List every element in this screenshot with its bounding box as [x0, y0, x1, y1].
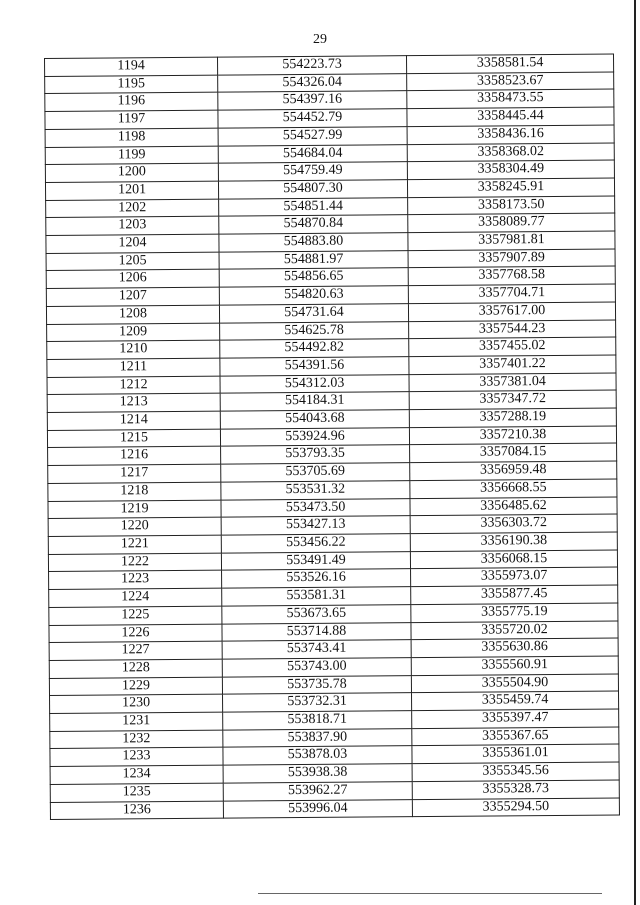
x-coordinate-cell: 553456.22 — [221, 534, 410, 553]
y-coordinate-cell: 3357768.58 — [408, 266, 615, 285]
y-coordinate-cell: 3358089.77 — [408, 213, 615, 232]
point-number-cell: 1236 — [50, 801, 223, 820]
point-number-cell: 1209 — [47, 323, 220, 342]
y-coordinate-cell: 3358173.50 — [408, 196, 615, 215]
y-coordinate-cell: 3358304.49 — [407, 160, 614, 179]
y-coordinate-cell: 3357401.22 — [409, 355, 616, 374]
y-coordinate-cell: 3356668.55 — [410, 479, 617, 498]
y-coordinate-cell: 3358473.55 — [407, 89, 614, 108]
point-number-cell: 1205 — [46, 252, 219, 271]
x-coordinate-cell: 553743.00 — [222, 658, 411, 677]
point-number-cell: 1223 — [49, 571, 222, 590]
y-coordinate-cell: 3357210.38 — [409, 426, 616, 445]
x-coordinate-cell: 554881.97 — [219, 250, 408, 269]
x-coordinate-cell: 553996.04 — [223, 799, 412, 818]
point-number-cell: 1221 — [48, 535, 221, 554]
y-coordinate-cell: 3355877.45 — [411, 585, 618, 604]
point-number-cell: 1201 — [45, 181, 218, 200]
y-coordinate-cell: 3357381.04 — [409, 373, 616, 392]
y-coordinate-cell: 3356485.62 — [410, 497, 617, 516]
x-coordinate-cell: 554391.56 — [220, 357, 409, 376]
point-number-cell: 1212 — [47, 376, 220, 395]
x-coordinate-cell: 553526.16 — [222, 569, 411, 588]
y-coordinate-cell: 3355328.73 — [412, 780, 619, 799]
y-coordinate-cell: 3355630.86 — [411, 638, 618, 657]
point-number-cell: 1217 — [48, 464, 221, 483]
x-coordinate-cell: 554731.64 — [219, 303, 408, 322]
point-number-cell: 1211 — [47, 358, 220, 377]
point-number-cell: 1204 — [46, 234, 219, 253]
x-coordinate-cell: 554312.03 — [220, 374, 409, 393]
y-coordinate-cell: 3355459.74 — [411, 691, 618, 710]
point-number-cell: 1198 — [45, 128, 218, 147]
y-coordinate-cell: 3355560.91 — [411, 656, 618, 675]
point-number-cell: 1231 — [50, 712, 223, 731]
point-number-cell: 1207 — [46, 287, 219, 306]
x-coordinate-cell: 553878.03 — [223, 746, 412, 765]
y-coordinate-cell: 3355720.02 — [411, 621, 618, 640]
point-number-cell: 1227 — [49, 641, 222, 660]
x-coordinate-cell: 553938.38 — [223, 764, 412, 783]
point-number-cell: 1235 — [50, 783, 223, 802]
x-coordinate-cell: 554527.99 — [218, 126, 407, 145]
x-coordinate-cell: 554184.31 — [220, 392, 409, 411]
x-coordinate-cell: 553743.41 — [222, 640, 411, 659]
x-coordinate-cell: 553673.65 — [222, 604, 411, 623]
scan-edge-line — [634, 0, 636, 905]
x-coordinate-cell: 553735.78 — [222, 675, 411, 694]
y-coordinate-cell: 3358523.67 — [407, 72, 614, 91]
coordinate-table-body — [45, 54, 620, 820]
y-coordinate-cell: 3357907.89 — [408, 249, 615, 268]
x-coordinate-cell: 553581.31 — [222, 587, 411, 606]
y-coordinate-cell: 3355397.47 — [412, 709, 619, 728]
point-number-cell: 1218 — [48, 482, 221, 501]
x-coordinate-cell: 553818.71 — [223, 711, 412, 730]
x-coordinate-cell: 554223.73 — [217, 56, 406, 75]
y-coordinate-cell: 3355367.65 — [412, 727, 619, 746]
page-number: 29 — [313, 32, 327, 47]
point-number-cell: 1232 — [50, 730, 223, 749]
point-number-cell: 1208 — [46, 305, 219, 324]
point-number-cell: 1222 — [48, 553, 221, 572]
x-coordinate-cell: 554452.79 — [218, 109, 407, 128]
y-coordinate-cell: 3355973.07 — [411, 567, 618, 586]
y-coordinate-cell: 3357455.02 — [409, 337, 616, 356]
x-coordinate-cell: 553962.27 — [223, 781, 412, 800]
x-coordinate-cell: 554759.49 — [218, 162, 407, 181]
point-number-cell: 1206 — [46, 270, 219, 289]
footer-rule — [258, 893, 602, 894]
point-number-cell: 1203 — [46, 216, 219, 235]
y-coordinate-cell: 3355345.56 — [412, 762, 619, 781]
x-coordinate-cell: 554625.78 — [220, 321, 409, 340]
x-coordinate-cell: 553793.35 — [221, 445, 410, 464]
point-number-cell: 1194 — [45, 57, 218, 76]
point-number-cell: 1199 — [45, 146, 218, 165]
y-coordinate-cell: 3357288.19 — [409, 408, 616, 427]
x-coordinate-cell: 554851.44 — [219, 197, 408, 216]
x-coordinate-cell: 554807.30 — [218, 180, 407, 199]
x-coordinate-cell: 554397.16 — [218, 91, 407, 110]
x-coordinate-cell: 553531.32 — [221, 481, 410, 500]
coordinate-table — [44, 54, 620, 821]
point-number-cell: 1213 — [47, 393, 220, 412]
x-coordinate-cell: 554043.68 — [220, 410, 409, 429]
point-number-cell: 1233 — [50, 748, 223, 767]
y-coordinate-cell: 3357981.81 — [408, 231, 615, 250]
x-coordinate-cell: 554856.65 — [219, 268, 408, 287]
y-coordinate-cell: 3358445.44 — [407, 107, 614, 126]
point-number-cell: 1197 — [45, 110, 218, 129]
y-coordinate-cell: 3355775.19 — [411, 603, 618, 622]
point-number-cell: 1225 — [49, 606, 222, 625]
point-number-cell: 1226 — [49, 624, 222, 643]
point-number-cell: 1230 — [50, 694, 223, 713]
y-coordinate-cell: 3356303.72 — [410, 514, 617, 533]
point-number-cell: 1224 — [49, 588, 222, 607]
point-number-cell: 1214 — [47, 411, 220, 430]
y-coordinate-cell: 3358245.91 — [407, 178, 614, 197]
point-number-cell: 1196 — [45, 93, 218, 112]
point-number-cell: 1234 — [50, 765, 223, 784]
x-coordinate-cell: 553491.49 — [221, 551, 410, 570]
x-coordinate-cell: 553473.50 — [221, 498, 410, 517]
x-coordinate-cell: 553705.69 — [221, 463, 410, 482]
y-coordinate-cell: 3358436.16 — [407, 125, 614, 144]
y-coordinate-cell: 3358368.02 — [407, 143, 614, 162]
x-coordinate-cell: 554820.63 — [219, 286, 408, 305]
point-number-cell: 1202 — [46, 199, 219, 218]
point-number-cell: 1219 — [48, 500, 221, 519]
point-number-cell: 1216 — [48, 447, 221, 466]
y-coordinate-cell: 3356959.48 — [410, 461, 617, 480]
point-number-cell: 1200 — [45, 163, 218, 182]
y-coordinate-cell: 3357544.23 — [409, 320, 616, 339]
x-coordinate-cell: 553837.90 — [223, 728, 412, 747]
y-coordinate-cell: 3357347.72 — [409, 390, 616, 409]
y-coordinate-cell: 3355361.01 — [412, 744, 619, 763]
x-coordinate-cell: 554492.82 — [220, 339, 409, 358]
point-number-cell: 1210 — [47, 340, 220, 359]
y-coordinate-cell: 3358581.54 — [406, 54, 613, 73]
y-coordinate-cell: 3357617.00 — [408, 302, 615, 321]
x-coordinate-cell: 553924.96 — [220, 427, 409, 446]
x-coordinate-cell: 554870.84 — [219, 215, 408, 234]
y-coordinate-cell: 3356190.38 — [410, 532, 617, 551]
point-number-cell: 1220 — [48, 517, 221, 536]
y-coordinate-cell: 3355294.50 — [412, 798, 619, 817]
x-coordinate-cell: 554684.04 — [218, 144, 407, 163]
x-coordinate-cell: 553732.31 — [223, 693, 412, 712]
y-coordinate-cell: 3355504.90 — [411, 674, 618, 693]
point-number-cell: 1229 — [49, 677, 222, 696]
y-coordinate-cell: 3357084.15 — [410, 443, 617, 462]
x-coordinate-cell: 553714.88 — [222, 622, 411, 641]
table-row — [50, 798, 619, 820]
point-number-cell: 1228 — [49, 659, 222, 678]
x-coordinate-cell: 554883.80 — [219, 233, 408, 252]
y-coordinate-cell: 3357704.71 — [408, 284, 615, 303]
y-coordinate-cell: 3356068.15 — [410, 550, 617, 569]
x-coordinate-cell: 553427.13 — [221, 516, 410, 535]
point-number-cell: 1215 — [47, 429, 220, 448]
x-coordinate-cell: 554326.04 — [218, 73, 407, 92]
point-number-cell: 1195 — [45, 75, 218, 94]
